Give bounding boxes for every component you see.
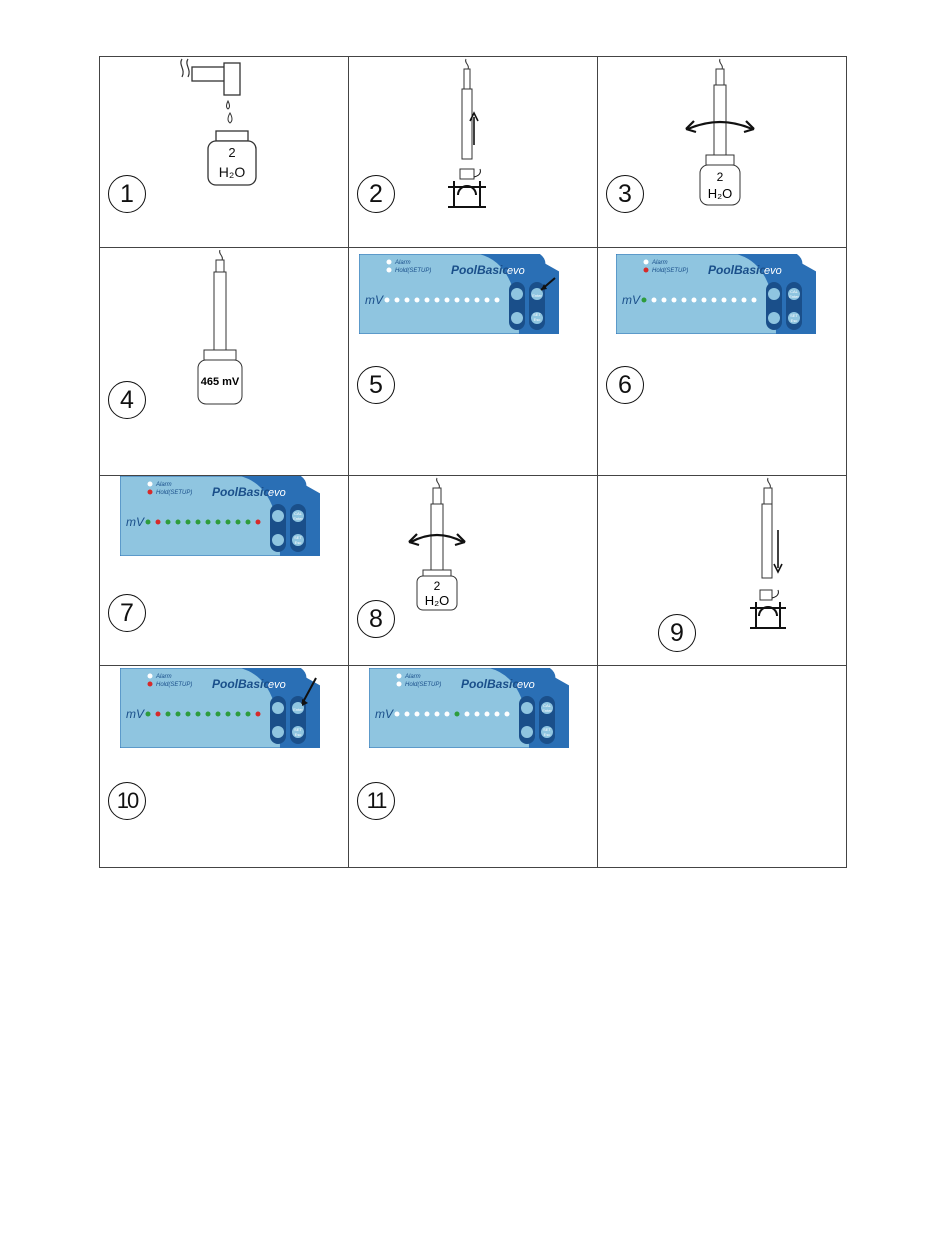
svg-text:PoolBasic: PoolBasic (451, 263, 510, 277)
svg-text:Hold(SETUP): Hold(SETUP) (405, 682, 442, 688)
svg-text:Esc: Esc (294, 732, 302, 737)
step-number: 5 (357, 366, 395, 404)
bottle-bottom-label: H₂O (707, 186, 733, 201)
step-cell-empty (598, 666, 847, 868)
step-cell-9 (598, 476, 847, 666)
svg-text:PoolBasic: PoolBasic (212, 677, 271, 691)
step-number: 2 (357, 175, 395, 213)
bottle-top-label: 2 (716, 170, 724, 184)
svg-text:Esc: Esc (533, 317, 541, 322)
svg-text:Alarm: Alarm (395, 260, 411, 266)
step-cell-3 (598, 57, 847, 248)
step-cell-4 (100, 248, 349, 476)
bottle-bottom-label: H₂O (424, 593, 450, 608)
step-cell-1 (100, 57, 349, 248)
svg-text:Hold(SETUP): Hold(SETUP) (156, 682, 193, 688)
svg-text:Alarm: Alarm (156, 482, 172, 488)
svg-text:Enter: Enter (789, 294, 799, 299)
instruction-grid (99, 56, 847, 868)
control-panel-illustration (120, 476, 320, 556)
step-cell-11 (349, 666, 598, 868)
svg-text:SET: SET (790, 313, 798, 318)
bottle-bottom-label: H₂O (218, 164, 246, 180)
control-panel-illustration (359, 254, 559, 334)
svg-text:SET: SET (543, 727, 551, 732)
svg-text:evo: evo (268, 487, 286, 499)
svg-text:SET: SET (533, 312, 541, 317)
step-cell-2 (349, 57, 598, 248)
svg-text:Esc: Esc (790, 318, 798, 323)
step-number: 8 (357, 600, 395, 638)
svg-text:Hold(SETUP): Hold(SETUP) (652, 268, 689, 274)
step-number: 11 (357, 782, 395, 820)
svg-text:Alarm: Alarm (156, 674, 172, 680)
svg-text:mV: mV (126, 707, 144, 721)
bottle-top-label: 2 (433, 579, 441, 593)
svg-text:evo: evo (268, 679, 286, 691)
svg-text:SET: SET (294, 727, 302, 732)
svg-text:Enter: Enter (293, 516, 303, 521)
svg-text:Alarm: Alarm (405, 674, 421, 680)
svg-text:evo: evo (764, 265, 782, 277)
step-cell-6 (598, 248, 847, 476)
svg-text:Enter: Enter (532, 293, 542, 298)
probe-shake-illustration (407, 476, 497, 616)
control-panel-illustration (616, 254, 816, 334)
bottle-top-label: 2 (228, 145, 236, 160)
svg-text:mV: mV (365, 293, 383, 307)
svg-text:evo: evo (507, 265, 525, 277)
step-cell-10 (100, 666, 349, 868)
svg-text:Esc: Esc (543, 732, 551, 737)
svg-text:Alarm: Alarm (652, 260, 668, 266)
svg-text:SET: SET (294, 535, 302, 540)
svg-text:Enter: Enter (293, 707, 303, 712)
faucet-water-bottle-illustration (168, 57, 278, 189)
svg-text:CAL: CAL (294, 511, 302, 516)
control-panel-illustration (369, 668, 569, 748)
svg-text:CAL: CAL (543, 703, 551, 708)
step-number: 6 (606, 366, 644, 404)
svg-text:Enter: Enter (542, 708, 552, 713)
buffer-label: 465 mV (200, 376, 240, 388)
probe-buffer-465-illustration (190, 250, 260, 405)
step-number: 4 (108, 381, 146, 419)
control-panel-illustration (120, 668, 320, 748)
probe-removal-illustration (444, 57, 514, 212)
svg-text:PoolBasic: PoolBasic (212, 485, 271, 499)
svg-text:CAL: CAL (790, 289, 798, 294)
step-number: 10 (108, 782, 146, 820)
step-number: 9 (658, 614, 696, 652)
step-cell-7 (100, 476, 349, 666)
step-number: 7 (108, 594, 146, 632)
svg-text:mV: mV (375, 707, 393, 721)
step-cell-5 (349, 248, 598, 476)
probe-insert-illustration (748, 476, 808, 641)
step-number: 3 (606, 175, 644, 213)
svg-text:Hold(SETUP): Hold(SETUP) (156, 490, 193, 496)
svg-text:Hold(SETUP): Hold(SETUP) (395, 268, 432, 274)
svg-text:mV: mV (126, 515, 144, 529)
svg-text:PoolBasic: PoolBasic (461, 677, 520, 691)
svg-text:evo: evo (517, 679, 535, 691)
probe-shake-illustration (678, 57, 768, 207)
svg-text:mV: mV (622, 293, 640, 307)
svg-text:Esc: Esc (294, 540, 302, 545)
svg-text:PoolBasic: PoolBasic (708, 263, 767, 277)
step-cell-8 (349, 476, 598, 666)
step-number: 1 (108, 175, 146, 213)
